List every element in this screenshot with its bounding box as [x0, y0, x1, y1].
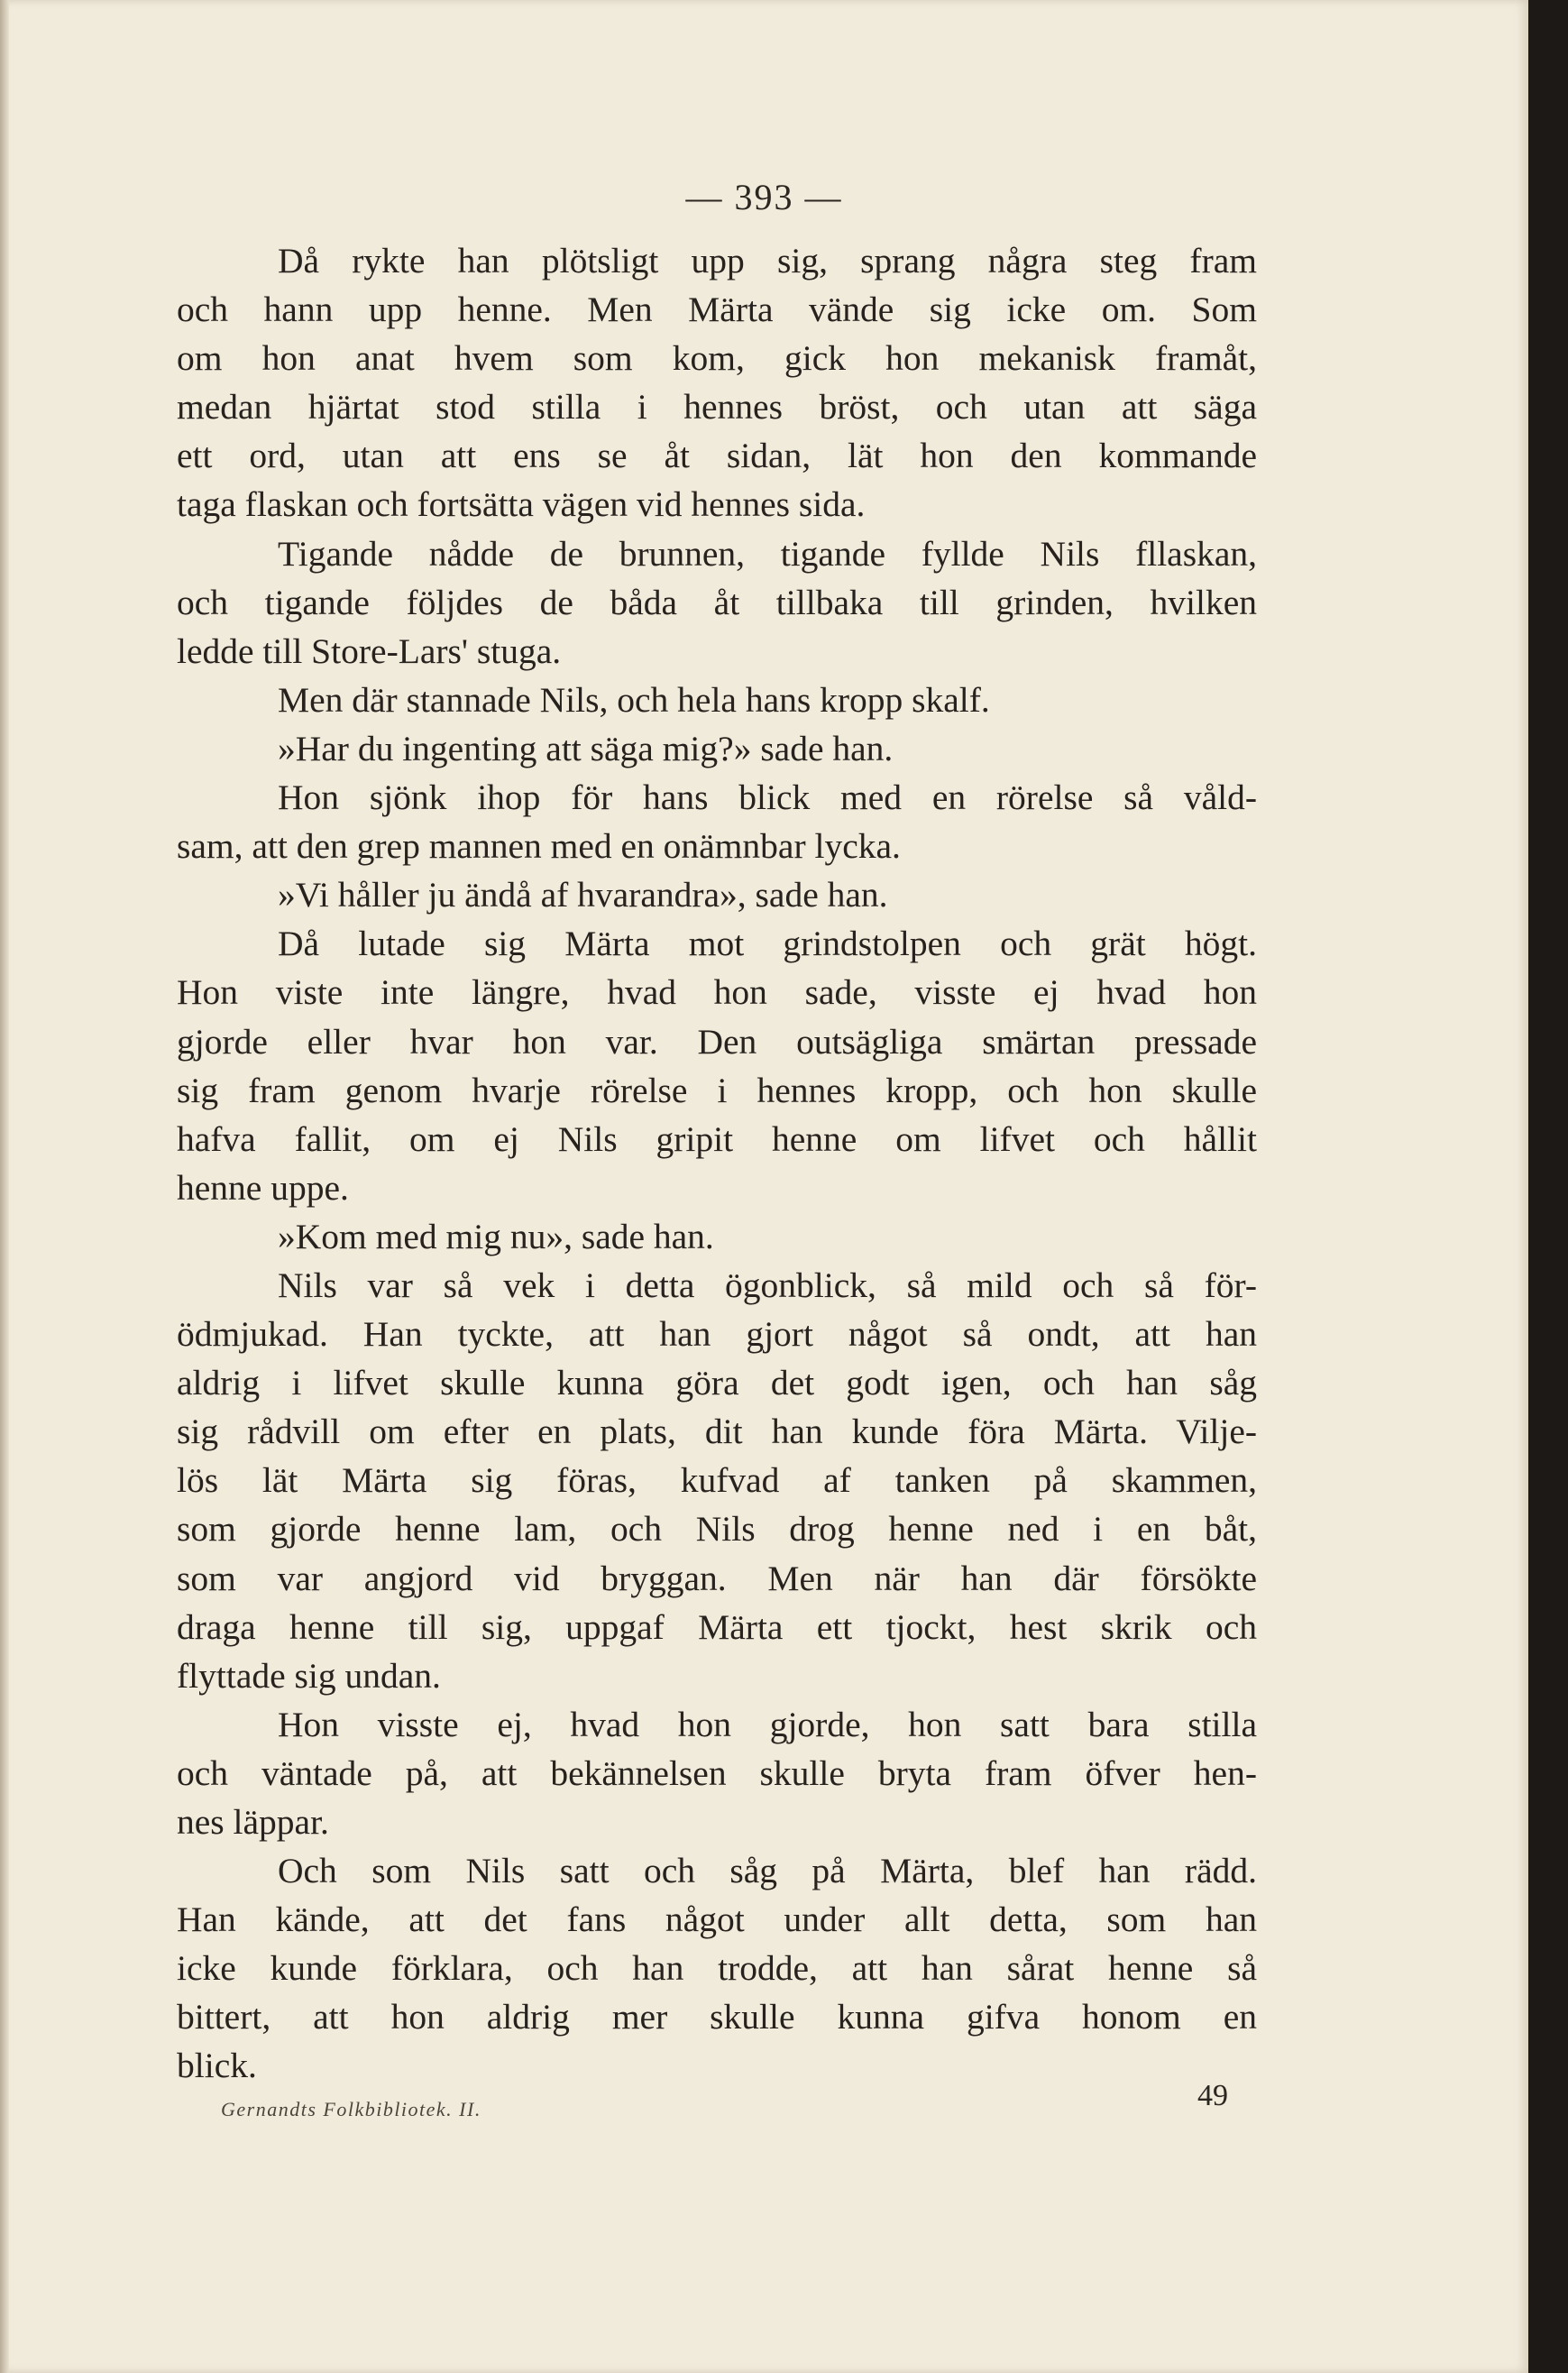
text-line: blick. [177, 2046, 257, 2086]
text-line: gjorde eller hvar hon var. Den outsägliga smärtan pressade [177, 1021, 1257, 1062]
text-line: sig fram genom hvarje rörelse i hennes kropp, och hon skulle [177, 1070, 1257, 1110]
text-line: »Har du ingenting att säga mig?» sade han. [278, 728, 894, 768]
text-line: hafva fallit, om ej Nils gripit henne om lifvet och hållit [177, 1118, 1257, 1159]
text-line: sam, att den grep mannen med en onämnbar lycka. [177, 826, 901, 867]
text-line: icke kunde förklara, och han trodde, att han sårat henne så [177, 1948, 1257, 1989]
text-line: ödmjukad. Han tyckte, att han gjort något så ondt, att han [177, 1314, 1257, 1355]
text-line: Då lutade sig Märta mot grindstolpen och grät högt. [278, 924, 1257, 964]
text-line: om hon anat hvem som kom, gick hon mekanisk framåt, [177, 338, 1257, 379]
page-number: — 393 — [685, 177, 843, 217]
text-line: Tigande nådde de brunnen, tigande fyllde Nils fllaskan, [278, 533, 1257, 574]
footer-signature-mark: 49 [1197, 2079, 1228, 2112]
footer-imprint: Gernandts Folkbibliotek. II. [221, 2098, 481, 2120]
text-line: bittert, att hon aldrig mer skulle kunna gifva honom en [177, 1997, 1257, 2037]
text-line: och tigande följdes de båda åt tillbaka till grinden, hvilken [177, 582, 1257, 622]
text-line: henne uppe. [177, 1167, 349, 1208]
text-line: Hon visste ej, hvad hon gjorde, hon satt bara stilla [278, 1704, 1257, 1744]
text-line: lös lät Märta sig föras, kufvad af tanken på skammen, [177, 1460, 1257, 1501]
text-line: Då rykte han plötsligt upp sig, sprang några steg fram [278, 241, 1257, 281]
text-line: och väntade på, att bekännelsen skulle bryta fram öfver hen- [177, 1752, 1257, 1793]
text-line: sig rådvill om efter en plats, dit han kunde föra Märta. Vilje- [177, 1412, 1257, 1452]
text-line: ett ord, utan att ens se åt sidan, lät hon den kommande [177, 436, 1257, 476]
text-line: som var angjord vid bryggan. Men när han där försökte [177, 1558, 1257, 1598]
text-line: aldrig i lifvet skulle kunna göra det godt igen, och han såg [177, 1363, 1257, 1403]
page-left-edge [0, 0, 9, 2373]
text-line: »Kom med mig nu», sade han. [278, 1216, 714, 1256]
text-line: ledde till Store-Lars' stuga. [177, 630, 562, 671]
text-line: medan hjärtat stod stilla i hennes bröst, och utan att säga [177, 387, 1257, 428]
scan-background-edge [1528, 0, 1568, 2373]
text-line: Nils var så vek i detta ögonblick, så mild och så för- [278, 1265, 1257, 1305]
text-line: »Vi håller ju ändå af hvarandra», sade han. [278, 875, 888, 915]
text-line: Och som Nils satt och såg på Märta, blef han rädd. [278, 1851, 1257, 1891]
text-line: nes läppar. [177, 1802, 329, 1842]
text-line: Hon sjönk ihop för hans blick med en rörelse så våld- [278, 777, 1257, 818]
text-line: Hon viste inte längre, hvad hon sade, visste ej hvad hon [177, 972, 1257, 1013]
text-line: Men där stannade Nils, och hela hans kropp skalf. [278, 679, 990, 720]
text-line: draga henne till sig, uppgaf Märta ett tjockt, hest skrik och [177, 1606, 1257, 1647]
text-line: flyttade sig undan. [177, 1655, 441, 1696]
text-line: och hann upp henne. Men Märta vände sig icke om. Som [177, 290, 1257, 330]
text-line: Han kände, att det fans något under allt detta, som han [177, 1899, 1257, 1940]
text-line: taga flaskan och fortsätta vägen vid hennes sida. [177, 484, 866, 525]
body-text [177, 236, 1257, 2091]
text-line: som gjorde henne lam, och Nils drog henne ned i en båt, [177, 1509, 1257, 1550]
